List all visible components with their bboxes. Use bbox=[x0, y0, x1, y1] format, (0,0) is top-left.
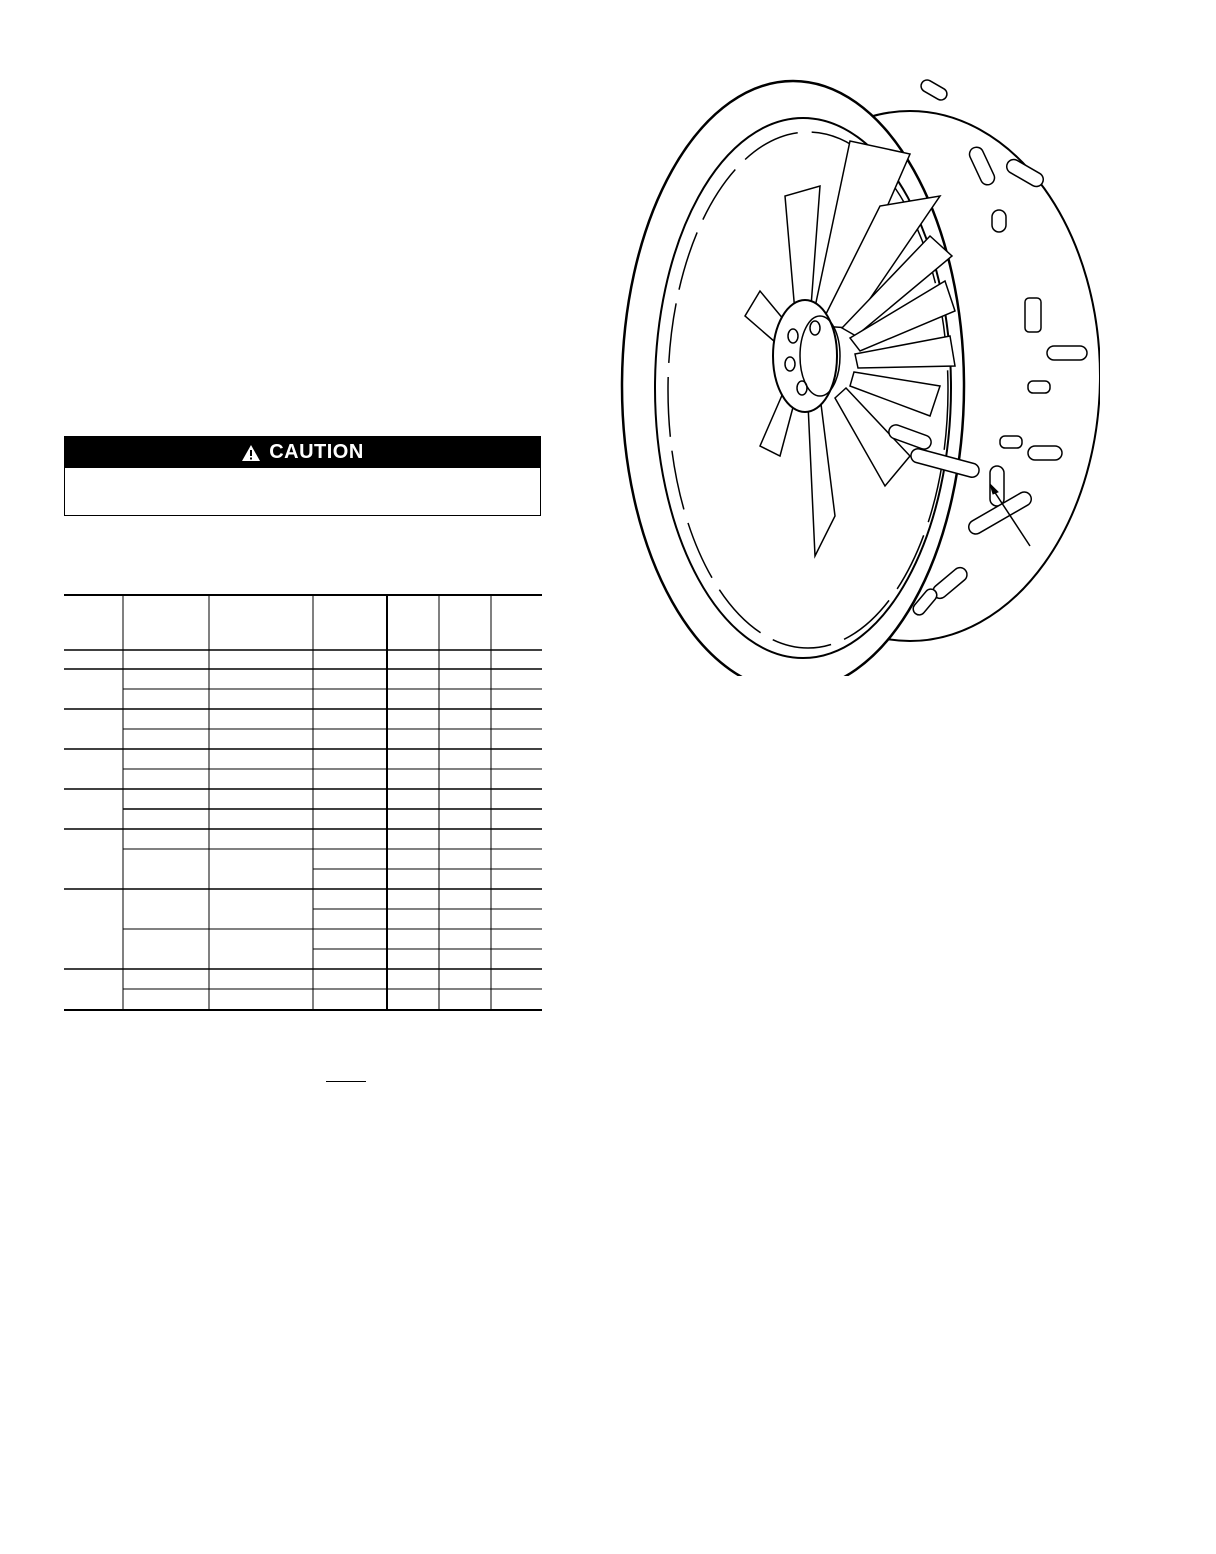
caution-label: CAUTION bbox=[269, 441, 364, 463]
short-rule bbox=[326, 1081, 366, 1082]
spec-table bbox=[64, 594, 542, 1012]
spec-table-grid bbox=[64, 594, 542, 1012]
fan-assembly-drawing bbox=[610, 36, 1100, 676]
fan-assembly-figure bbox=[610, 36, 1100, 676]
caution-box bbox=[64, 436, 541, 516]
caution-header bbox=[65, 437, 540, 468]
warning-triangle-icon bbox=[241, 444, 261, 462]
